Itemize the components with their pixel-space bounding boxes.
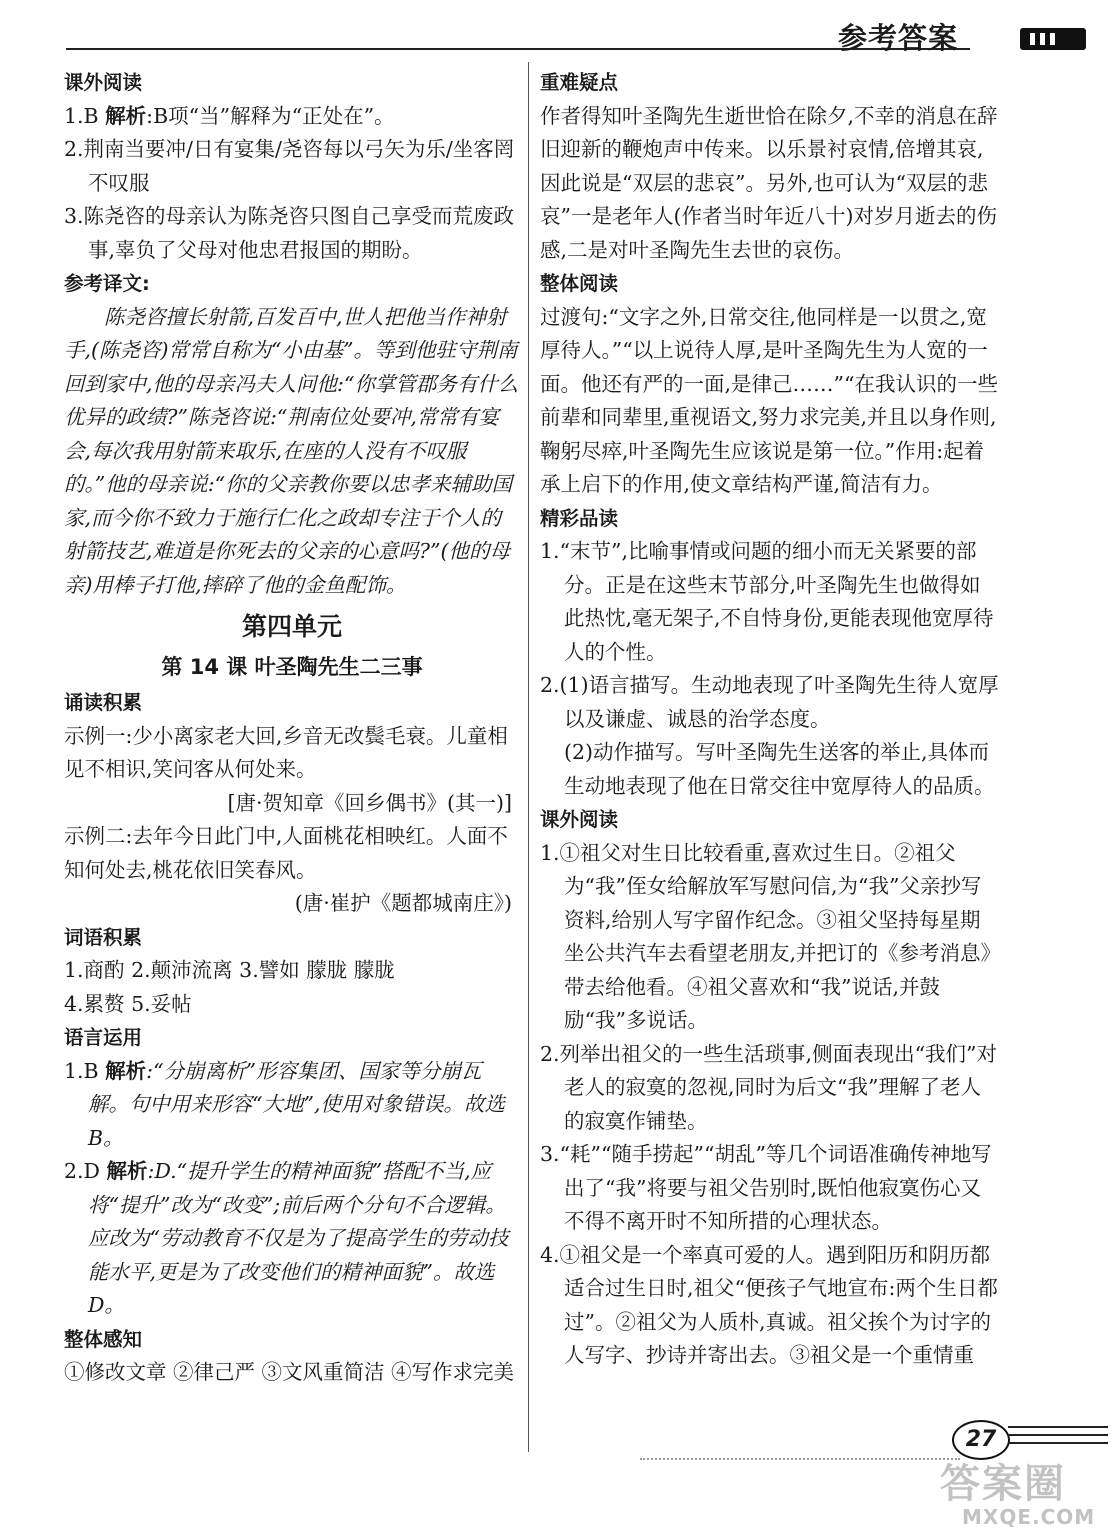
answer-item: 2.(1)语言描写。生动地表现了叶圣陶先生待人宽厚以及谦虚、诚恳的治学态度。	[540, 673, 999, 731]
poem-source: (唐·崔护《题都城南庄》)	[294, 891, 512, 915]
section-heading: 整体感知	[64, 1327, 143, 1351]
header-rule	[66, 48, 970, 50]
vocab-line: 1.商酌 2.颠沛流离 3.譬如 朦胧 朦胧	[64, 958, 395, 982]
page-number-lines-icon	[1008, 1426, 1108, 1454]
section-heading: 重难疑点	[540, 71, 619, 94]
section-heading: 整体阅读	[540, 272, 619, 295]
answer-item: 3.陈尧咨的母亲认为陈尧咨只图自己享受而荒废政事,辜负了父母对他忠君报国的期盼。	[64, 204, 515, 262]
poem-source: [唐·贺知章《回乡偶书》(其一)]	[227, 790, 512, 815]
section-heading: 诵读积累	[64, 691, 143, 714]
section-heading: 语言运用	[64, 1026, 143, 1049]
unit-title: 第四单元	[241, 612, 342, 641]
vocab-line: 4.累赘 5.妥帖	[64, 991, 192, 1016]
section-heading: 词语积累	[64, 925, 143, 949]
page-header-title: 参考答案	[838, 21, 959, 55]
poem-example: 示例二:去年今日此门中,人面桃花相映红。人面不知何处去,桃花依旧笑春风。	[64, 824, 508, 882]
footer-dotted-line	[640, 1458, 960, 1460]
answer-item: 1.①祖父对生日比较看重,喜欢过生日。②祖父为“我”侄女给解放军写慰问信,为“我”父亲抄写资料,给别人写字留作纪念。③祖父坚持每星期坐公共汽车去看望老朋友,并把订的《参考消息》带去给他看。④祖父喜欢和“我”说话,并鼓励“我”多说话。	[540, 840, 991, 1032]
left-column	[64, 66, 520, 1390]
section-heading: 精彩品读	[540, 506, 619, 530]
watermark: 答案圈 MXQE.COM	[940, 1461, 1096, 1529]
translation-text: 陈尧咨擅长射箭,百发百中,世人把他当作神射手,(陈尧咨)常常自称为“小由基”。等到他驻守荆南回到家中,他的母亲冯夫人问他:“你掌管郡务有什么优异的政绩?”陈尧咨说:“荆南位处要冲,常常有宴会,每次我用射箭来取乐,在座的人没有不叹服的。”他的母亲说:“你的父亲教你要以忠孝来辅助国家,而今你不致力于施行仁化之政却专注于个人的射箭技艺,难道是你死去的父亲的心意吗?”(他的母亲)用棒子打他,摔碎了他的金鱼配饰。	[64, 304, 519, 597]
answer-paragraph: 过渡句:“文字之外,日常交往,他同样是一以贯之,宽厚待人。”“以上说待人厚,是叶圣陶先生为人宽的一面。他还有严的一面,是律己……”“在我认识的一些前辈和同辈里,重视语文,努力求完美,并且以身作则,鞠躬尽瘁,叶圣陶先生应该说是第一位。”作用:起着承上启下的作用,使文章结构严谨,简洁有力。	[540, 304, 998, 496]
answer-item: 2.荆南当要冲/日有宴集/尧咨每以弓矢为乐/坐客罔不叹服	[64, 137, 515, 195]
page-number: 27	[952, 1420, 1010, 1460]
lesson-title: 第 14 课 叶圣陶先生二三事	[161, 655, 423, 679]
overall-answer: ①修改文章 ②律己严 ③文风重简洁 ④写作求完美	[64, 1360, 515, 1384]
section-heading: 课外阅读	[540, 808, 619, 831]
column-divider	[528, 62, 529, 1452]
right-column	[540, 66, 1000, 1373]
header-decoration-icon	[1020, 28, 1086, 50]
answer-paragraph: 作者得知叶圣陶先生逝世恰在除夕,不幸的消息在辞旧迎新的鞭炮声中传来。以乐景衬哀情,倍增其哀,因此说是“双层的悲哀”。另外,也可认为“双层的悲哀”一是老年人(作者当时年近八十)对岁月逝去的伤感,二是对叶圣陶先生去世的哀伤。	[540, 103, 998, 262]
answer-item: 4.①祖父是一个率真可爱的人。遇到阳历和阴历都适合过生日时,祖父“便孩子气地宣布:两个生日都过”。②祖父为人质朴,真诚。祖父挨个为讨字的人写字、抄诗并寄出去。③祖父是一个重情重	[540, 1242, 998, 1367]
answer-item: (2)动作描写。写叶圣陶先生送客的举止,具体而生动地表现了他在日常交往中宽厚待人的品质。	[564, 740, 995, 798]
answer-item: 1.“末节”,比喻事情或问题的细小而无关紧要的部分。正是在这些末节部分,叶圣陶先生也做得如此热忱,毫无架子,不自恃身份,更能表现他宽厚待人的个性。	[540, 539, 994, 664]
section-heading: 课外阅读	[64, 71, 143, 94]
answer-item: 1.B 解析:B项“当”解释为“正处在”。	[64, 103, 395, 128]
answer-item: 3.“耗”“随手捞起”“胡乱”等几个词语准确传神地写出了“我”将要与祖父告别时,既怕他寂寞伤心又不得不离开时不知所措的心理状态。	[540, 1142, 992, 1233]
translation-label: 参考译文:	[64, 272, 150, 295]
answer-item: 1.B 解析:“分崩离析”形容集团、国家等分崩瓦解。句中用来形容“大地”,使用对象错误。故选 B。	[64, 1058, 505, 1150]
poem-example: 示例一:少小离家老大回,乡音无改鬓毛衰。儿童相见不相识,笑问客从何处来。	[64, 723, 508, 781]
answer-item: 2.列举出祖父的一些生活琐事,侧面表现出“我们”对老人的寂寞的忽视,同时为后文“我”理解了老人的寂寞作铺垫。	[540, 1041, 998, 1133]
answer-item: 2.D 解析:D.“提升学生的精神面貌”搭配不当,应将“提升”改为“改变”;前后两个分句不合逻辑。应改为“劳动教育不仅是为了提高学生的劳动技能水平,更是为了改变他们的精神面貌”。故选 D。	[64, 1159, 509, 1317]
